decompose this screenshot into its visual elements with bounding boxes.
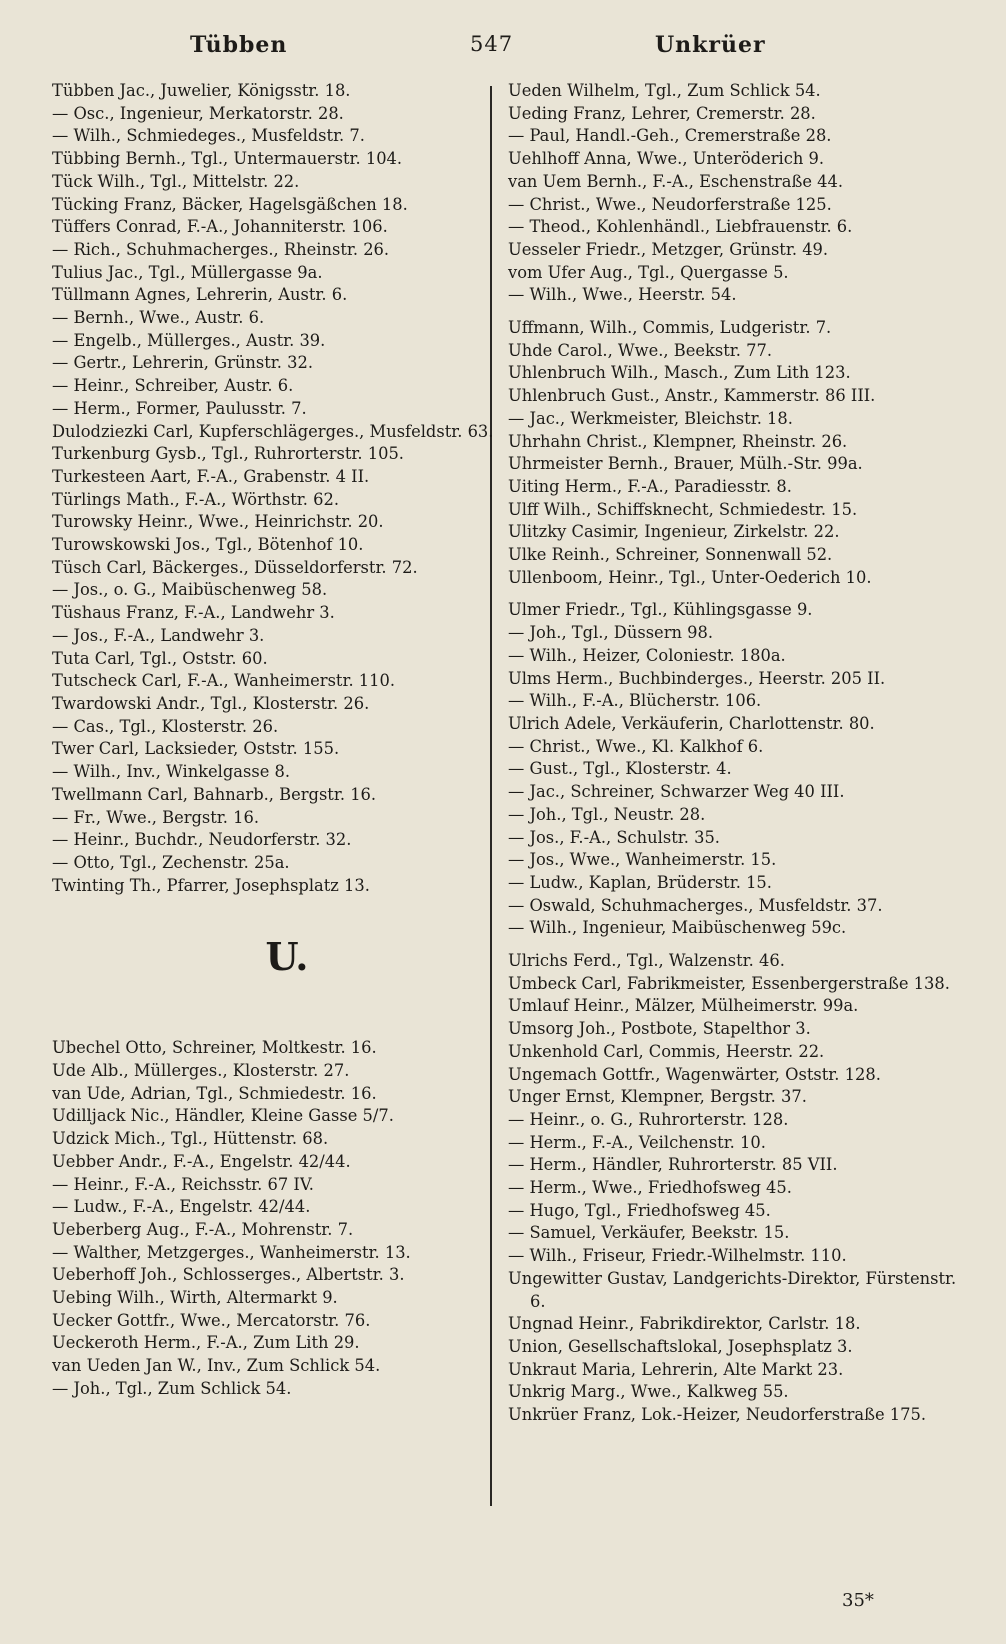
directory-entry: Ueberhoff Joh., Schlosserges., Albertstr. 3. — [52, 1265, 405, 1285]
directory-entry: Tüllmann Agnes, Lehrerin, Austr. 6. — [52, 285, 348, 305]
directory-entry: — Gust., Tgl., Klosterstr. 4. — [508, 759, 732, 779]
directory-entry: Umbeck Carl, Fabrikmeister, Essenbergerstraße 138. — [508, 973, 950, 993]
directory-entry: Uehlhoff Anna, Wwe., Unteröderich 9. — [508, 149, 825, 169]
directory-entry: — Heinr., Buchdr., Neudorferstr. 32. — [52, 830, 352, 850]
directory-entry: — Joh., Tgl., Neustr. 28. — [508, 804, 706, 824]
directory-entry: Unkrüer Franz, Lok.-Heizer, Neudorferstraße 175. — [508, 1405, 927, 1425]
directory-entry: Ungewitter Gustav, Landgerichts-Direktor, Fürstenstr. 6. — [508, 1268, 957, 1311]
directory-entry: — Ludw., Kaplan, Brüderstr. 15. — [508, 872, 772, 892]
directory-entry: — Engelb., Müllerges., Austr. 39. — [52, 330, 326, 350]
directory-entry: van Uem Bernh., F.-A., Eschenstraße 44. — [508, 171, 844, 191]
left-entries-u — [52, 1037, 522, 1400]
directory-entry: Unkenhold Carl, Commis, Heerstr. 22. — [508, 1041, 825, 1061]
directory-entry: Ullenboom, Heinr., Tgl., Unter-Oederich 10. — [508, 567, 872, 587]
right-entries — [508, 80, 968, 1427]
directory-entry: Uebing Wilh., Wirth, Altermarkt 9. — [52, 1288, 338, 1308]
directory-entry: Tüshaus Franz, F.-A., Landwehr 3. — [52, 603, 335, 623]
directory-entry: Ungnad Heinr., Fabrikdirektor, Carlstr. 18. — [508, 1314, 861, 1334]
running-head-left: Tübben — [190, 32, 288, 58]
directory-entry: Turowsky Heinr., Wwe., Heinrichstr. 20. — [52, 512, 384, 532]
directory-entry: — Herm., Händler, Ruhrorterstr. 85 VII. — [508, 1155, 838, 1175]
directory-entry: — Christ., Wwe., Neudorferstraße 125. — [508, 194, 832, 214]
directory-entry: Uebber Andr., F.-A., Engelstr. 42/44. — [52, 1151, 351, 1171]
directory-entry: — Gertr., Lehrerin, Grünstr. 32. — [52, 353, 314, 373]
directory-entry: Umsorg Joh., Postbote, Stapelthor 3. — [508, 1019, 811, 1039]
directory-entry: — Joh., Tgl., Zum Schlick 54. — [52, 1378, 292, 1398]
directory-entry: — Jos., Wwe., Wanheimerstr. 15. — [508, 850, 777, 870]
directory-entry: Turowskowski Jos., Tgl., Bötenhof 10. — [52, 535, 364, 555]
entry-gap — [508, 589, 968, 599]
directory-entry: Ulitzky Casimir, Ingenieur, Zirkelstr. 22. — [508, 522, 840, 542]
directory-entry: — Heinr., F.-A., Reichsstr. 67 IV. — [52, 1174, 314, 1194]
page-number: 547 — [470, 32, 514, 56]
directory-entry: Twardowski Andr., Tgl., Klosterstr. 26. — [52, 693, 370, 713]
directory-entry: Unkrig Marg., Wwe., Kalkweg 55. — [508, 1382, 789, 1402]
directory-entry: — Heinr., Schreiber, Austr. 6. — [52, 376, 294, 396]
directory-entry: Tübben Jac., Juwelier, Königsstr. 18. — [52, 81, 351, 100]
directory-entry: Ungemach Gottfr., Wagenwärter, Oststr. 128. — [508, 1064, 881, 1084]
directory-entry: Ulrichs Ferd., Tgl., Walzenstr. 46. — [508, 951, 785, 971]
directory-entry: Uhrhahn Christ., Klempner, Rheinstr. 26. — [508, 431, 848, 451]
right-column — [508, 80, 968, 1427]
directory-entry: — Wilh., F.-A., Blücherstr. 106. — [508, 691, 762, 711]
directory-entry: Unkraut Maria, Lehrerin, Alte Markt 23. — [508, 1359, 844, 1379]
directory-entry: Uhrmeister Bernh., Brauer, Mülh.-Str. 99a. — [508, 454, 863, 474]
directory-entry: — Walther, Metzgerges., Wanheimerstr. 13. — [52, 1242, 411, 1262]
directory-entry: — Jac., Schreiner, Schwarzer Weg 40 III. — [508, 782, 845, 802]
directory-entry: Tüffers Conrad, F.-A., Johanniterstr. 106. — [52, 217, 388, 237]
directory-entry: — Wilh., Schmiedeges., Musfeldstr. 7. — [52, 126, 365, 146]
directory-entry: van Ude, Adrian, Tgl., Schmiedestr. 16. — [52, 1083, 377, 1103]
directory-entry: Twer Carl, Lacksieder, Oststr. 155. — [52, 739, 340, 759]
section-letter: U. — [265, 934, 309, 980]
directory-entry: Ulrich Adele, Verkäuferin, Charlottenstr. 80. — [508, 713, 875, 733]
directory-entry: — Jos., F.-A., Schulstr. 35. — [508, 827, 720, 847]
directory-entry: — Cas., Tgl., Klosterstr. 26. — [52, 716, 279, 736]
directory-entry: — Theod., Kohlenhändl., Liebfrauenstr. 6. — [508, 217, 853, 237]
directory-entry: Ubechel Otto, Schreiner, Moltkestr. 16. — [52, 1038, 377, 1058]
directory-entry: — Hugo, Tgl., Friedhofsweg 45. — [508, 1200, 771, 1220]
directory-entry: — Wilh., Friseur, Friedr.-Wilhelmstr. 110. — [508, 1246, 847, 1266]
directory-entry: Tübbing Bernh., Tgl., Untermauerstr. 104. — [52, 149, 403, 169]
directory-entry: Uffmann, Wilh., Commis, Ludgeristr. 7. — [508, 318, 832, 338]
directory-entry: Ulms Herm., Buchbinderges., Heerstr. 205 II. — [508, 668, 886, 688]
directory-entry: vom Ufer Aug., Tgl., Quergasse 5. — [508, 262, 789, 282]
directory-entry: — Wilh., Heizer, Coloniestr. 180a. — [508, 645, 786, 665]
directory-entry: Uhlenbruch Wilh., Masch., Zum Lith 123. — [508, 363, 851, 383]
directory-entry: — Fr., Wwe., Bergstr. 16. — [52, 807, 260, 827]
directory-entry: — Christ., Wwe., Kl. Kalkhof 6. — [508, 736, 764, 756]
signature-mark: 35* — [842, 1590, 874, 1611]
directory-entry: Ueding Franz, Lehrer, Cremerstr. 28. — [508, 103, 816, 123]
directory-entry: — Ludw., F.-A., Engelstr. 42/44. — [52, 1197, 311, 1217]
directory-entry: Tutscheck Carl, F.-A., Wanheimerstr. 110. — [52, 671, 396, 691]
directory-entry: Tulius Jac., Tgl., Müllergasse 9a. — [52, 262, 323, 282]
entry-gap — [508, 307, 968, 317]
directory-entry: — Wilh., Ingenieur, Maibüschenweg 59c. — [508, 918, 847, 938]
directory-entry: — Heinr., o. G., Ruhrorterstr. 128. — [508, 1109, 789, 1129]
directory-entry: Ude Alb., Müllerges., Klosterstr. 27. — [52, 1061, 350, 1081]
directory-entry: — Wilh., Wwe., Heerstr. 54. — [508, 285, 737, 305]
directory-entry: — Bernh., Wwe., Austr. 6. — [52, 308, 265, 328]
directory-entry: — Herm., F.-A., Veilchenstr. 10. — [508, 1132, 766, 1152]
directory-entry: Udzick Mich., Tgl., Hüttenstr. 68. — [52, 1129, 329, 1149]
directory-entry: van Ueden Jan W., Inv., Zum Schlick 54. — [52, 1356, 381, 1376]
directory-entry: Uhde Carol., Wwe., Beekstr. 77. — [508, 340, 772, 360]
directory-entry: Dulodziezki Carl, Kupferschlägerges., Musfeldstr. 63. — [52, 421, 494, 441]
directory-entry: Ulmer Friedr., Tgl., Kühlingsgasse 9. — [508, 600, 813, 620]
directory-entry: Uiting Herm., F.-A., Paradiesstr. 8. — [508, 476, 792, 496]
directory-entry: Turkesteen Aart, F.-A., Grabenstr. 4 II. — [52, 466, 370, 486]
directory-entry: Tück Wilh., Tgl., Mittelstr. 22. — [52, 171, 300, 191]
directory-entry: Tücking Franz, Bäcker, Hagelsgäßchen 18. — [52, 194, 408, 214]
directory-entry: Twellmann Carl, Bahnarb., Bergstr. 16. — [52, 784, 377, 804]
directory-entry: Ueckeroth Herm., F.-A., Zum Lith 29. — [52, 1333, 360, 1353]
running-head-right: Unkrüer — [655, 32, 766, 58]
directory-entry: — Osc., Ingenieur, Merkatorstr. 28. — [52, 103, 344, 123]
directory-entry: Ulke Reinh., Schreiner, Sonnenwall 52. — [508, 545, 833, 565]
directory-entry: Unger Ernst, Klempner, Bergstr. 37. — [508, 1087, 807, 1107]
directory-entry: Tüsch Carl, Bäckerges., Düsseldorferstr. 72. — [52, 557, 418, 577]
directory-entry: — Samuel, Verkäufer, Beekstr. 15. — [508, 1223, 790, 1243]
directory-entry: — Wilh., Inv., Winkelgasse 8. — [52, 762, 291, 782]
left-entries-t — [52, 80, 522, 897]
directory-entry: Udilljack Nic., Händler, Kleine Gasse 5/7. — [52, 1106, 394, 1126]
directory-entry: — Rich., Schuhmacherges., Rheinstr. 26. — [52, 239, 390, 259]
left-column — [52, 80, 522, 1401]
directory-entry: Türlings Math., F.-A., Wörthstr. 62. — [52, 489, 340, 509]
directory-entry: Ueberberg Aug., F.-A., Mohrenstr. 7. — [52, 1219, 354, 1239]
directory-entry: Ueden Wilhelm, Tgl., Zum Schlick 54. — [508, 81, 821, 100]
directory-entry: Ulff Wilh., Schiffsknecht, Schmiedestr. 15. — [508, 499, 858, 519]
directory-entry: — Jac., Werkmeister, Bleichstr. 18. — [508, 408, 793, 428]
directory-entry: Umlauf Heinr., Mälzer, Mülheimerstr. 99a. — [508, 996, 859, 1016]
directory-entry: — Otto, Tgl., Zechenstr. 25a. — [52, 852, 290, 872]
directory-entry: Uecker Gottfr., Wwe., Mercatorstr. 76. — [52, 1310, 371, 1330]
directory-entry: — Herm., Former, Paulusstr. 7. — [52, 398, 307, 418]
directory-entry: — Herm., Wwe., Friedhofsweg 45. — [508, 1178, 792, 1198]
directory-entry: Union, Gesellschaftslokal, Josephsplatz 3. — [508, 1336, 853, 1356]
directory-entry: — Oswald, Schuhmacherges., Musfeldstr. 37. — [508, 895, 883, 915]
directory-entry: Uesseler Friedr., Metzger, Grünstr. 49. — [508, 239, 829, 259]
directory-entry: — Jos., F.-A., Landwehr 3. — [52, 625, 265, 645]
directory-entry: Tuta Carl, Tgl., Oststr. 60. — [52, 648, 268, 668]
entry-gap — [508, 940, 968, 950]
directory-entry: Uhlenbruch Gust., Anstr., Kammerstr. 86 III. — [508, 386, 876, 406]
directory-entry: — Joh., Tgl., Düssern 98. — [508, 623, 714, 643]
directory-entry: Turkenburg Gysb., Tgl., Ruhrorterstr. 105. — [52, 444, 404, 464]
directory-entry: Twinting Th., Pfarrer, Josephsplatz 13. — [52, 875, 370, 895]
directory-entry: — Paul, Handl.-Geh., Cremerstraße 28. — [508, 126, 832, 146]
directory-entry: — Jos., o. G., Maibüschenweg 58. — [52, 580, 328, 600]
